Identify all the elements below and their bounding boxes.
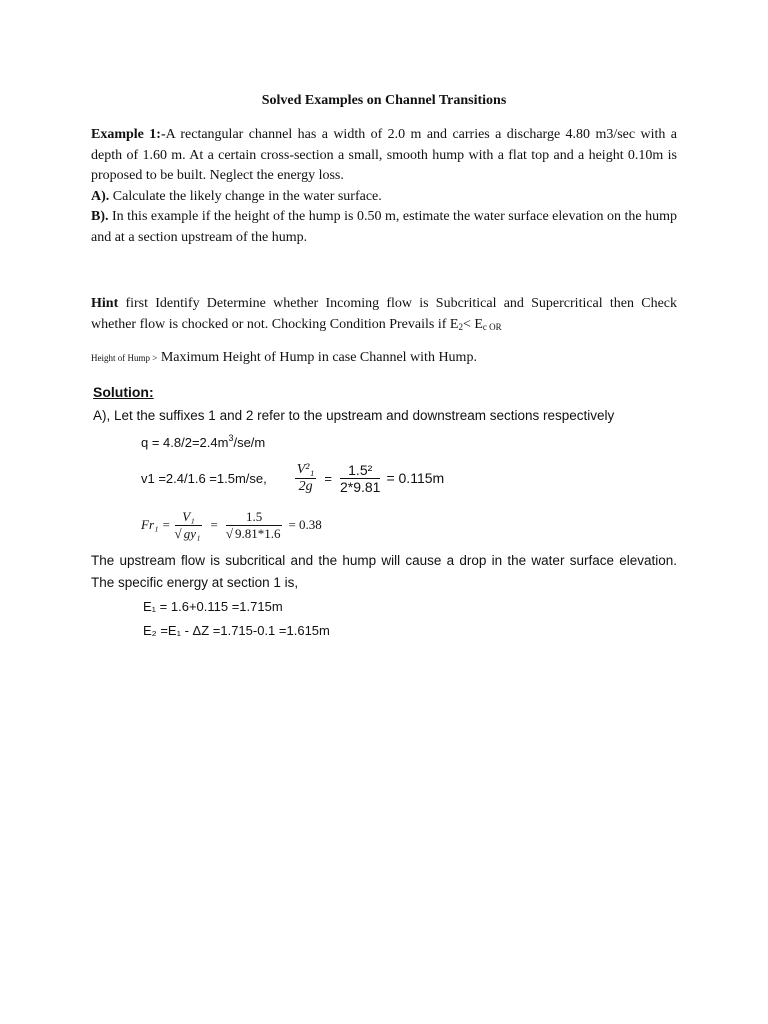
velocity-value-numerator: 1.5² bbox=[340, 462, 380, 479]
solution-heading: Solution: bbox=[93, 384, 154, 400]
hint-text: first Identify Determine whether Incoming flow is Subcritical and Supercritical then Check whether flow is chocked or not. Chocking Condition Prevails if E bbox=[91, 296, 677, 332]
page-title: Solved Examples on Channel Transitions bbox=[261, 93, 507, 108]
hint-line-2-text: Maximum Height of Hump in case Channel with Hump. bbox=[157, 350, 477, 365]
froude-numerator: V₁ bbox=[175, 509, 203, 526]
e1-equation: E₁ = 1.6+0.115 =1.715m bbox=[143, 599, 283, 614]
froude-value-fraction bbox=[226, 509, 283, 542]
velocity-head-equation: v1 =2.4/1.6 =1.5m/se, $\frac{\text{V²₁}}{2g}$ = $\frac{\text{1.5²}}{2*9.81}$ = 0.115m bbox=[141, 461, 445, 495]
height-of-hump-small: Height of Hump > bbox=[91, 353, 158, 363]
velocity-head-result: = 0.115m bbox=[386, 470, 445, 486]
froude-value-numerator: 1.5 bbox=[226, 509, 283, 526]
froude-denominator: √ gy₁ bbox=[174, 525, 201, 541]
part-b-label: B). bbox=[91, 209, 109, 224]
hint-label: Hint bbox=[91, 296, 119, 311]
hint-line-2 bbox=[91, 348, 677, 369]
q-equation-text: q = 4.8/2=2.4m bbox=[141, 435, 229, 450]
velocity-head-numerator: V²₁ bbox=[296, 461, 315, 477]
solution-line-a: A), Let the suffixes 1 and 2 refer to the upstream and downstream sections respectively bbox=[93, 408, 615, 423]
q-equation-tail: /se/m bbox=[233, 435, 266, 450]
froude-value-radicand: 9.81*1.6 bbox=[234, 525, 281, 541]
e2-subscript: 2 bbox=[458, 321, 463, 332]
froude-result: = 0.38 bbox=[288, 517, 322, 532]
example-text: A rectangular channel has a width of 2.0 m and carries a discharge 4.80 m3/sec with a depth of 1.60 m. At a certain cross-section a small, smooth hump with a flat top and a height 0.10m is proposed to be built. Neglect the energy loss. bbox=[91, 127, 678, 183]
froude-label: Fr₁ = bbox=[141, 517, 171, 532]
velocity-head-denominator: 2g bbox=[298, 478, 313, 494]
example-label: Example 1:- bbox=[91, 127, 166, 142]
e2-equation: E₂ =E₁ - ΔZ =1.715-0.1 =1.615m bbox=[143, 623, 330, 638]
part-a-text: Calculate the likely change in the water surface. bbox=[109, 188, 382, 204]
velocity-value-denominator: 2*9.81 bbox=[339, 478, 381, 495]
hint-paragraph bbox=[91, 294, 677, 337]
q-equation bbox=[141, 433, 265, 450]
froude-denominator-radicand: gy₁ bbox=[183, 525, 201, 541]
froude-fraction bbox=[175, 509, 203, 542]
froude-value-denominator: √ 9.81*1.6 bbox=[225, 525, 281, 541]
velocity-head-value-fraction bbox=[340, 462, 380, 495]
ec-subscript: c OR bbox=[482, 321, 502, 332]
velocity-head-fraction bbox=[295, 462, 317, 495]
froude-equation: Fr₁ = $\frac{\text{V₁}}{\text{√ gy₁}}$ = $\frac{1.5}{√ 9.81*1.6}$ = 0.38 bbox=[141, 508, 322, 541]
part-b-text: In this example if the height of the hump is 0.50 m, estimate the water surface elevation on the hump and at a section upstream of the hump. bbox=[91, 209, 677, 245]
hint-comparison: < E bbox=[462, 316, 483, 332]
v1-text: v1 =2.4/1.6 =1.5m/se, bbox=[141, 470, 267, 486]
solution-paragraph: The upstream flow is subcritical and the hump will cause a drop in the water surface elevation. The specific energy at section 1 is, bbox=[91, 553, 677, 590]
part-a-label: A). bbox=[91, 188, 110, 204]
example-1-paragraph bbox=[91, 125, 677, 248]
q-superscript: 3 bbox=[228, 433, 234, 443]
